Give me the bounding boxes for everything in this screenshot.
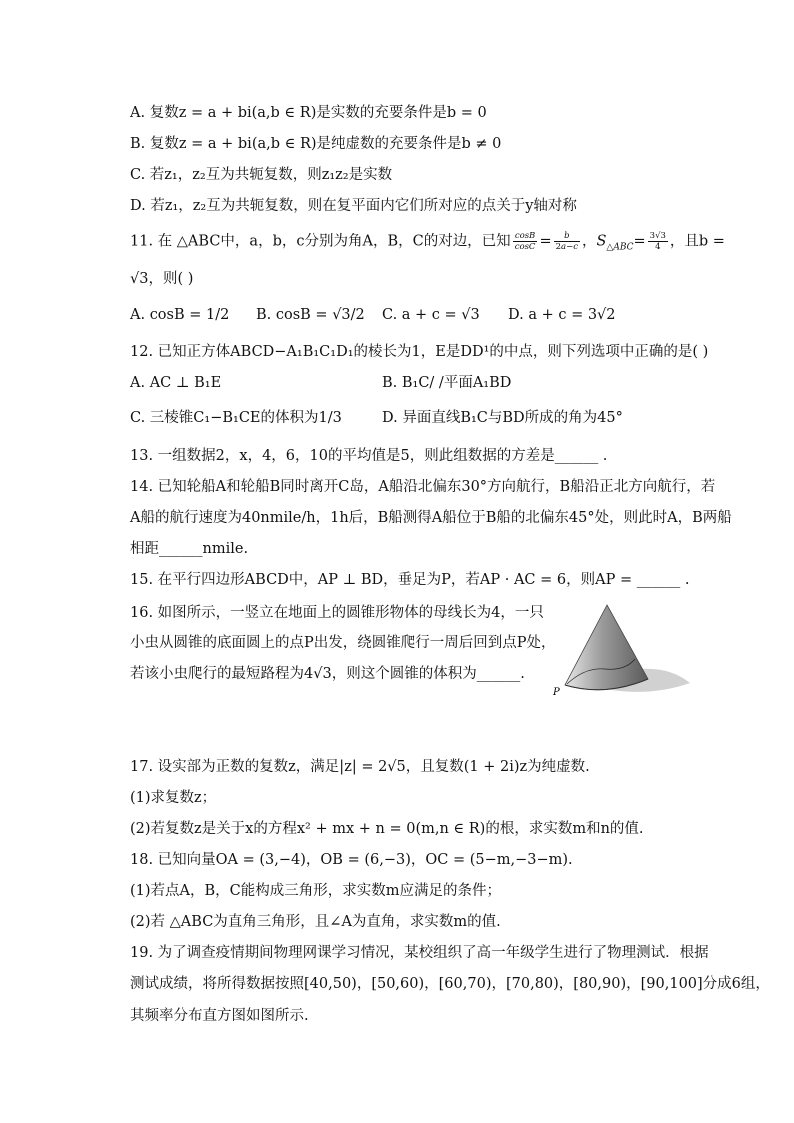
- q12-option-a: A. AC ⊥ B₁E: [130, 375, 222, 391]
- q18-part1: (1)若点A，B，C能构成三角形，求实数m应满足的条件；: [130, 883, 502, 899]
- q10-option-c: C. 若z₁，z₂互为共轭复数，则z₁z₂是实数: [130, 167, 393, 183]
- q11-option-a: A. cosB = 1/2: [130, 307, 230, 323]
- q18-part2: (2)若 △ABC为直角三角形，且∠A为直角，求实数m的值.: [130, 914, 501, 930]
- q16-line2: 小虫从圆锥的底面圆上的点P出发，绕圆锥爬行一周后回到点P处，: [130, 635, 556, 651]
- q14-line1: 14. 已知轮船A和轮船B同时离开C岛，A船沿北偏东30°方向航行，B船沿正北方向航行，若: [130, 479, 716, 495]
- q16-line1: 16. 如图所示，一竖立在地面上的圆锥形物体的母线长为4，一只: [130, 605, 544, 621]
- q11-side-fraction: $\frac{b}{2a-c}$: [555, 231, 578, 252]
- q12-option-c: C. 三棱锥C₁−B₁CE的体积为1/3: [130, 410, 342, 426]
- q12-option-b: B. B₁C/ /平面A₁BD: [382, 375, 512, 391]
- q15-text: 15. 在平行四边形ABCD中，AP ⊥ BD，垂足为P，若AP · AC = 6，则AP = ______ .: [130, 572, 690, 588]
- q11-option-c: C. a + c = √3: [382, 307, 480, 323]
- q10-option-a: A. 复数z = a + bi(a,b ∈ R)是实数的充要条件是b = 0: [130, 105, 487, 121]
- q19-line1: 19. 为了调查疫情期间物理网课学习情况，某校组织了高一年级学生进行了物理测试．根据: [130, 945, 709, 961]
- q11-stem-line2: √3，则( ): [130, 271, 194, 287]
- q18-line1: 18. 已知向量OA = (3,−4)，OB = (6,−3)，OC = (5−m,−3−m).: [130, 852, 573, 868]
- q12-stem: 12. 已知正方体ABCD−A₁B₁C₁D₁的棱长为1，E是DD¹的中点，则下列选项中正确的是( ): [130, 344, 709, 360]
- q14-line2: A船的航行速度为40nmile/h，1h后，B船测得A船位于B船的北偏东45°处，则此时A，B两船: [130, 510, 732, 526]
- q16-line3: 若该小虫爬行的最短路程为4√3，则这个圆锥的体积为______.: [130, 666, 525, 682]
- q11-stem-text: 11. 在 △ABC中，a，b，c分别为角A，B，C的对边，已知: [130, 233, 511, 250]
- q11-cos-fraction: $\frac{\cos B}{\cos C}$: [514, 231, 536, 252]
- q10-option-b: B. 复数z = a + bi(a,b ∈ R)是纯虚数的充要条件是b ≠ 0: [130, 136, 502, 152]
- q14-line3: 相距______nmile.: [130, 541, 249, 557]
- cone-figure: [545, 597, 695, 702]
- q11-stem: 11. 在 △ABC中，a，b，c分别为角A，B，C的对边，已知 $\frac{\cos B}{\cos C}$ = $\frac{b}{2a-c}$ ，$S_{\triangle ABC}=$ $\frac{3√3}{4}$ ，且b =: [130, 231, 725, 253]
- q17-line1: 17. 设实部为正数的复数z，满足|z| = 2√5，且复数(1 + 2i)z为纯虚数.: [130, 759, 590, 775]
- q10-option-d: D. 若z₁，z₂互为共轭复数，则在复平面内它们所对应的点关于y轴对称: [130, 198, 577, 214]
- q11-area-fraction: $\frac{3√3}{4}$: [649, 231, 666, 252]
- q12-option-d: D. 异面直线B₁C与BD所成的角为45°: [382, 410, 623, 426]
- q17-part2: (2)若复数z是关于x的方程x² + mx + n = 0(m,n ∈ R)的根，求实数m和n的值.: [130, 821, 644, 837]
- q19-line2: 测试成绩，将所得数据按照[40,50)，[50,60)，[60,70)，[70,80)，[80,90)，[90,100]分成6组，: [130, 976, 770, 992]
- q11-stem-end: ，且b =: [669, 233, 725, 250]
- cone-body: [565, 605, 648, 690]
- q17-part1: (1)求复数z；: [130, 790, 217, 806]
- q13-text: 13. 一组数据2，x，4，6，10的平均值是5，则此组数据的方差是______ .: [130, 448, 608, 464]
- q11-option-d: D. a + c = 3√2: [508, 307, 616, 323]
- q11-option-b: B. cosB = √3/2: [256, 307, 365, 323]
- point-p-label: P: [553, 687, 560, 698]
- q19-line3: 其频率分布直方图如图所示.: [130, 1008, 309, 1024]
